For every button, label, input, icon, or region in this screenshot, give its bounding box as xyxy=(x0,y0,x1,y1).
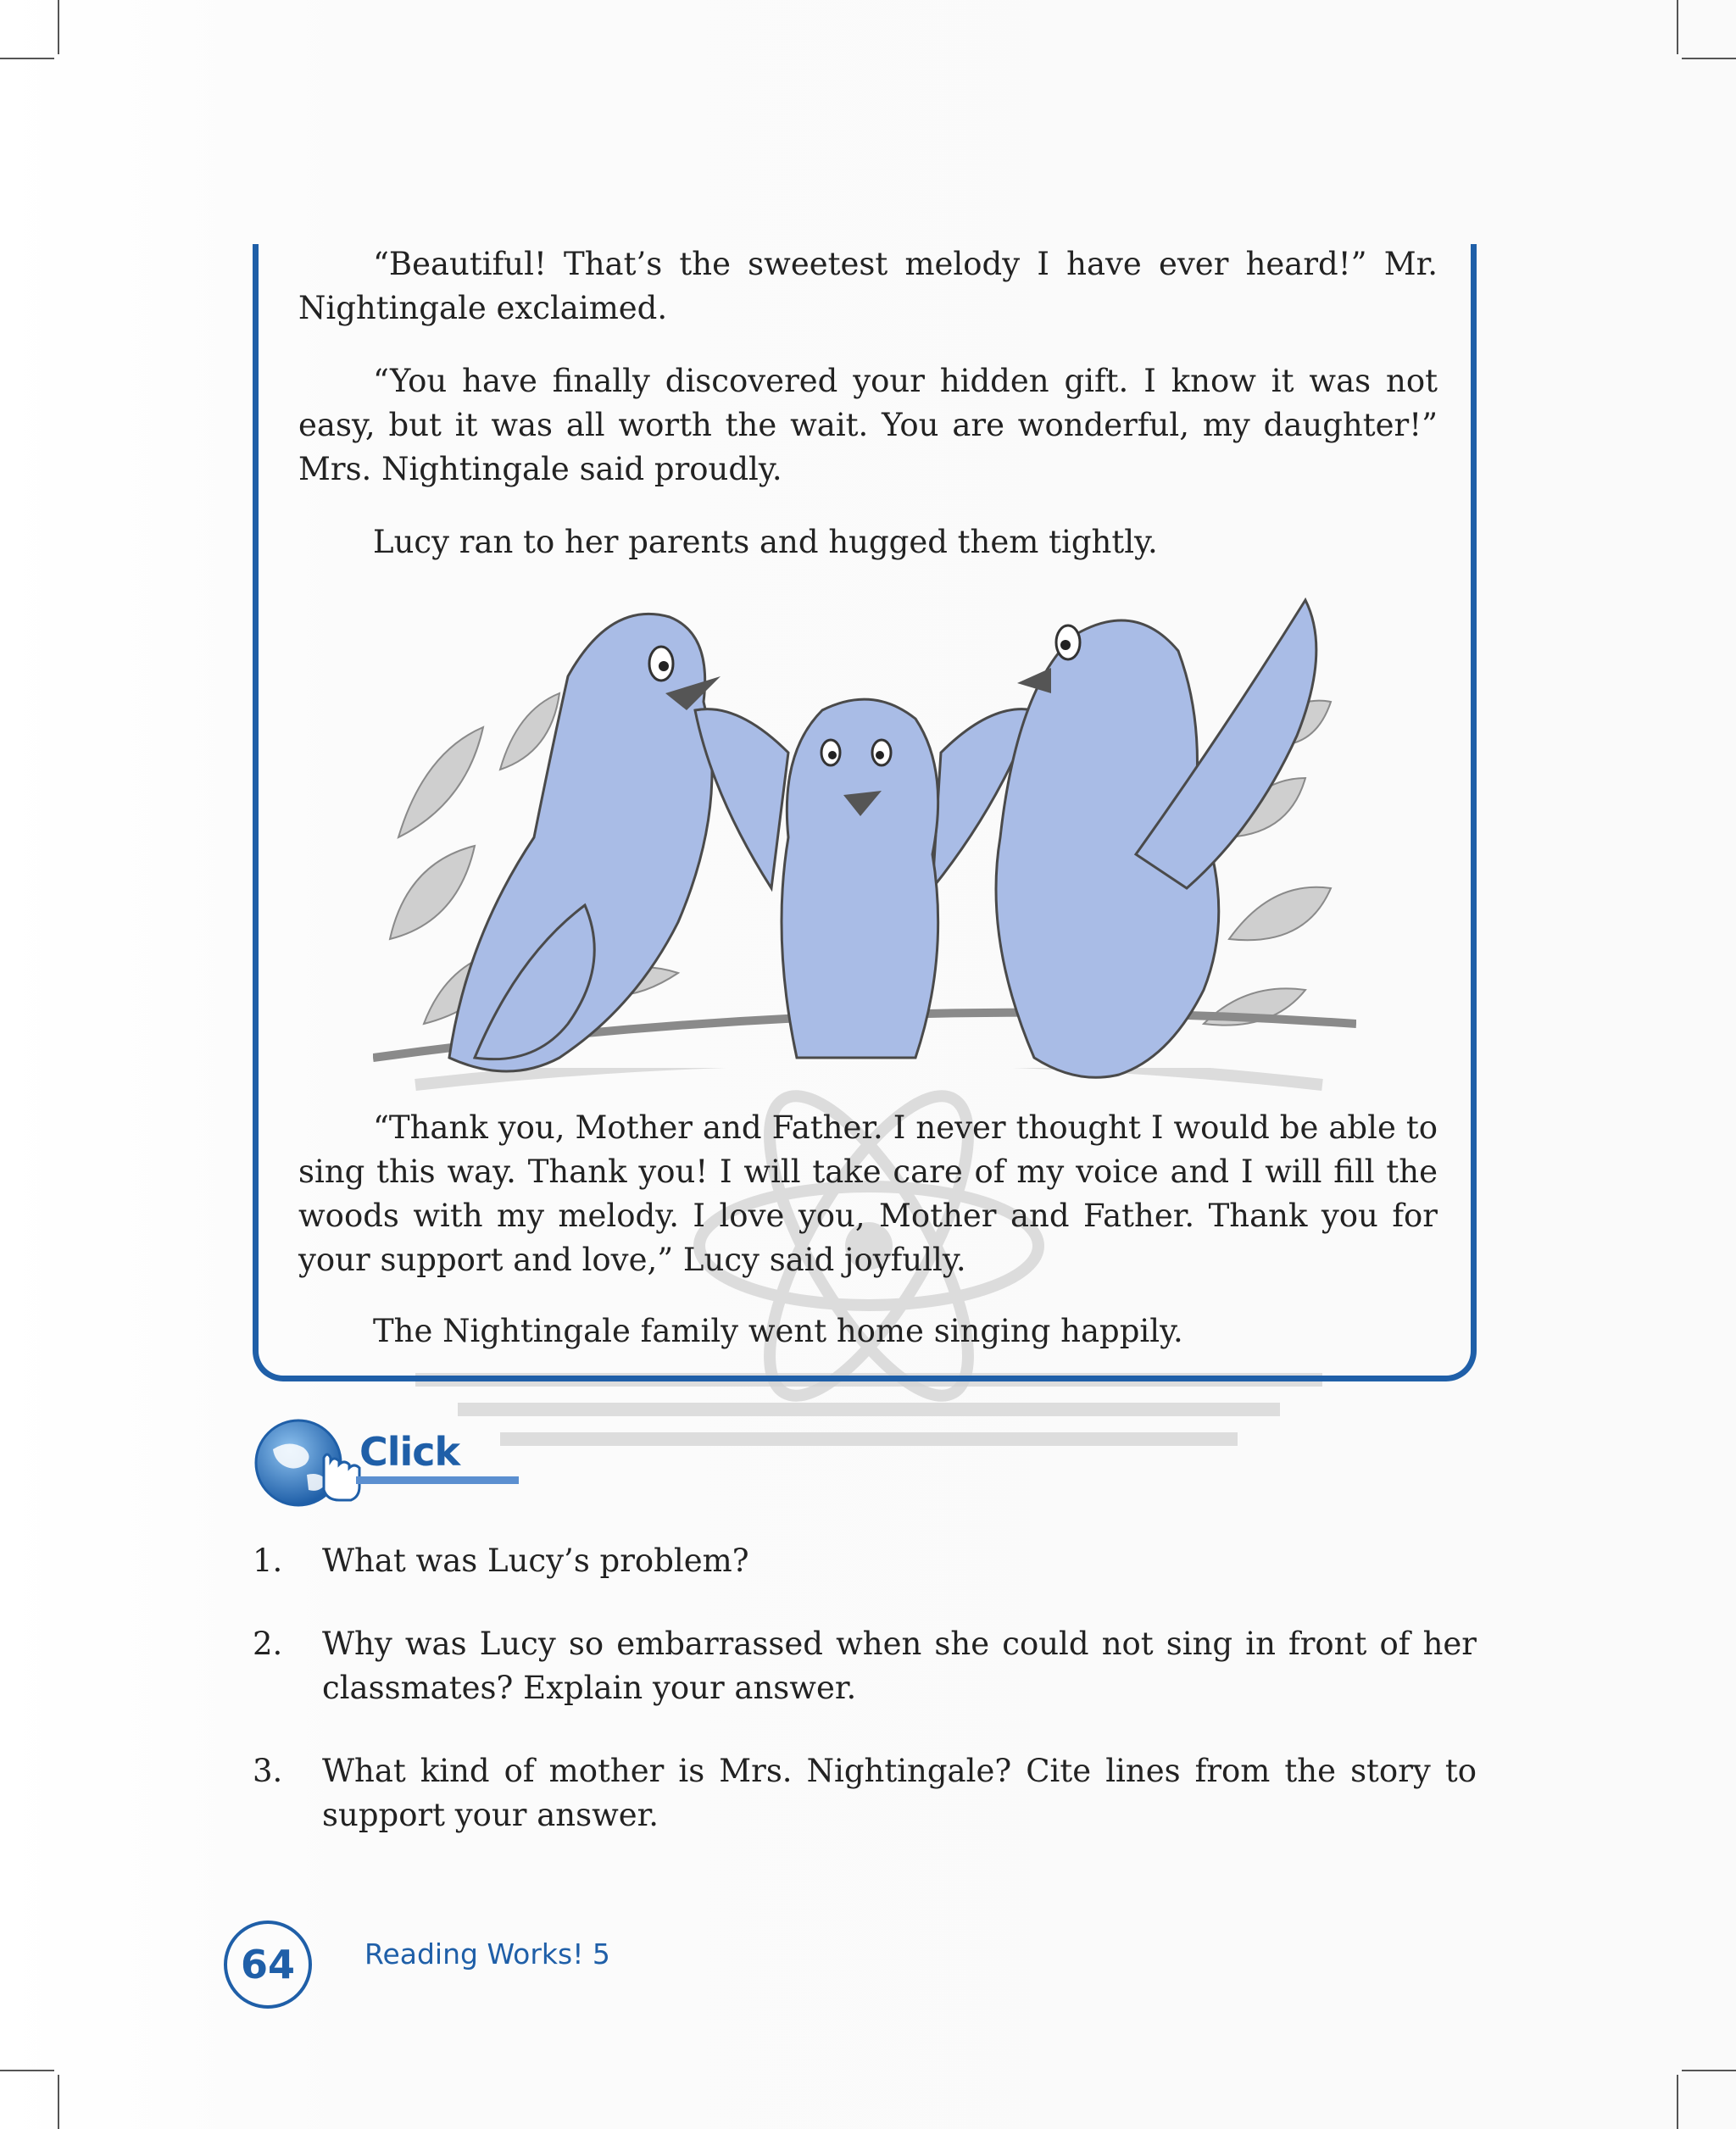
question-text: What was Lucy’s problem? xyxy=(322,1543,749,1579)
crop-mark-top-right-v xyxy=(1677,0,1678,54)
crop-mark-bottom-right-v xyxy=(1677,2075,1678,2129)
story-paragraph: “Beautiful! That’s the sweetest melody I have ever heard!” Mr. Nightingale exclaimed. xyxy=(298,246,1438,326)
crop-mark-top-right-h xyxy=(1682,58,1736,59)
page-number: 64 xyxy=(224,1921,312,2009)
story-paragraph: “Thank you, Mother and Father. I never thought I would be able to sing this way. Thank you! I will take care of my voice and I will fill the woods with my melody. I love you, Mother and Father. Thank you for your support and love,” Lucy said joyfully. xyxy=(298,1109,1438,1278)
crop-mark-top-left-h xyxy=(0,58,54,59)
story-paragraph: The Nightingale family went home singing happily. xyxy=(373,1313,1183,1349)
question-number: 3. xyxy=(253,1753,283,1789)
section-heading-underline xyxy=(356,1476,519,1484)
story-paragraph: Lucy ran to her parents and hugged them tightly. xyxy=(373,524,1158,560)
question-text: Why was Lucy so embarrassed when she could not sing in front of her classmates? Explain your answer. xyxy=(322,1626,1477,1706)
question-number: 1. xyxy=(253,1543,283,1579)
book-title: Reading Works! 5 xyxy=(364,1937,610,1971)
crop-mark-bottom-left-v xyxy=(58,2075,59,2129)
section-heading-click: Click xyxy=(359,1429,460,1475)
crop-mark-bottom-left-h xyxy=(0,2070,54,2071)
crop-mark-bottom-right-h xyxy=(1682,2070,1736,2071)
question-number: 2. xyxy=(253,1626,283,1662)
crop-mark-top-left-v xyxy=(58,0,59,54)
story-paragraph: “You have finally discovered your hidden gift. I know it was not easy, but it was all worth the wait. You are wonderful, my daughter!” Mrs. Nightingale said proudly. xyxy=(298,363,1438,487)
nightingale-family-illustration xyxy=(373,583,1356,1085)
question-text: What kind of mother is Mrs. Nightingale? Cite lines from the story to support your answer. xyxy=(322,1753,1477,1833)
